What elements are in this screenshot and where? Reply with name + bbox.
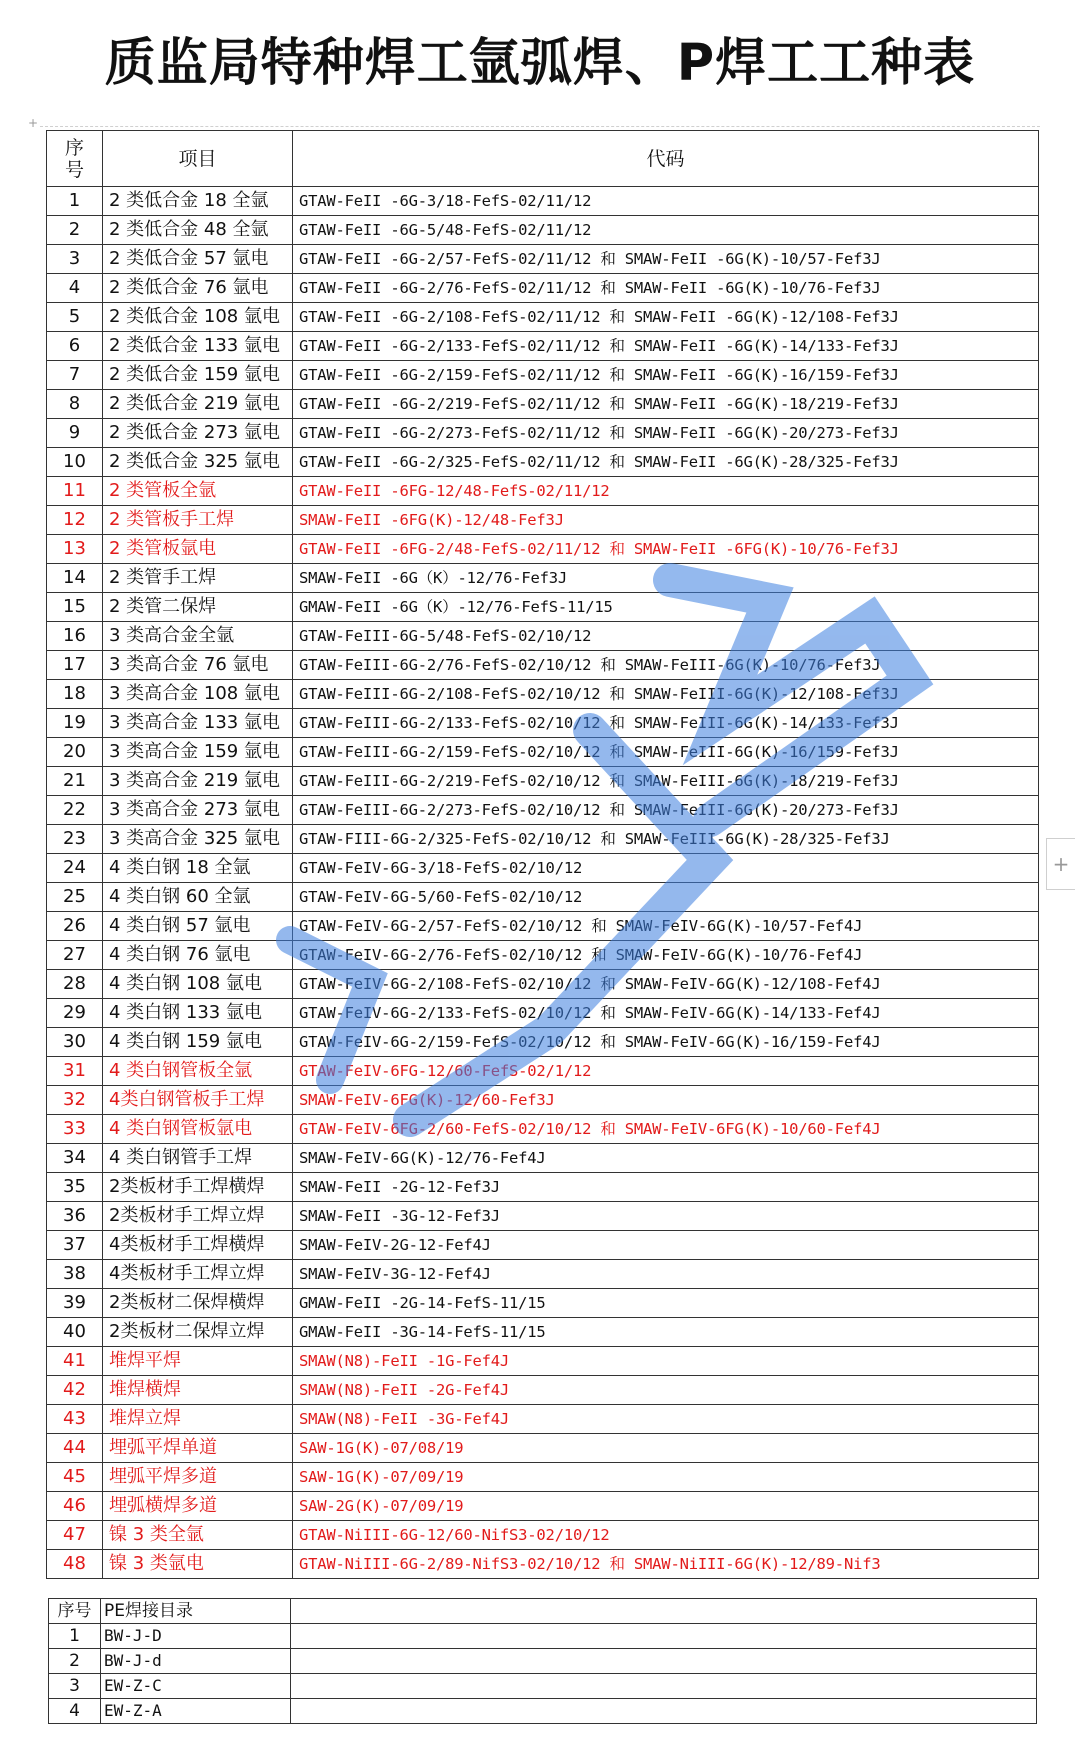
table-row [47,187,1039,216]
table-row [47,796,1039,825]
row-code: GTAW-FeIV-6G-3/18-FefS-02/10/12 [293,854,1039,883]
table-row [47,941,1039,970]
row-item: 4类板材手工焊横焊 [103,1231,293,1260]
table-row [47,593,1039,622]
row-index: 45 [47,1463,103,1492]
pe-row-empty [291,1674,1037,1699]
row-code: SMAW(N8)-FeII -3G-Fef4J [293,1405,1039,1434]
table-row [47,1028,1039,1057]
row-code: GTAW-FeIV-6G-2/133-FefS-02/10/12 和 SMAW-FeIV-6G(K)-14/133-Fef4J [293,999,1039,1028]
row-index: 9 [47,419,103,448]
page-break-line [40,126,1040,127]
table-row [47,477,1039,506]
row-index: 15 [47,593,103,622]
table-row [47,332,1039,361]
row-code: GTAW-FeII -6G-2/76-FefS-02/11/12 和 SMAW-FeII -6G(K)-10/76-Fef3J [293,274,1039,303]
row-index: 8 [47,390,103,419]
row-code: GTAW-NiIII-6G-12/60-NifS3-02/10/12 [293,1521,1039,1550]
row-item: 镍 3 类氩电 [103,1550,293,1579]
row-code: SMAW(N8)-FeII -1G-Fef4J [293,1347,1039,1376]
row-item: 堆焊横焊 [103,1376,293,1405]
row-index: 48 [47,1550,103,1579]
row-item: 2 类管板手工焊 [103,506,293,535]
row-index: 20 [47,738,103,767]
row-index: 12 [47,506,103,535]
row-item: 2 类管板全氩 [103,477,293,506]
pe-header-empty [291,1599,1037,1624]
table-row [47,1144,1039,1173]
row-index: 27 [47,941,103,970]
row-code: GTAW-FeIII-6G-2/219-FefS-02/10/12 和 SMAW-FeIII-6G(K)-18/219-Fef3J [293,767,1039,796]
row-index: 36 [47,1202,103,1231]
pe-row-empty [291,1624,1037,1649]
row-code: GTAW-FeIV-6G-2/159-FefS-02/10/12 和 SMAW-FeIV-6G(K)-16/159-Fef4J [293,1028,1039,1057]
row-item: 镍 3 类全氩 [103,1521,293,1550]
row-code: GTAW-FeIV-6G-5/60-FefS-02/10/12 [293,883,1039,912]
table-row [47,1550,1039,1579]
table-row [47,999,1039,1028]
row-item: 4 类白钢 57 氩电 [103,912,293,941]
table-row [47,883,1039,912]
table-row [47,1086,1039,1115]
table-row [47,1434,1039,1463]
row-code: SAW-2G(K)-07/09/19 [293,1492,1039,1521]
header-code: 代码 [293,131,1039,187]
row-item: 2 类低合金 108 氩电 [103,303,293,332]
row-index: 25 [47,883,103,912]
table-header-row [47,131,1039,187]
row-code: GTAW-FeII -6G-2/108-FefS-02/11/12 和 SMAW-FeII -6G(K)-12/108-Fef3J [293,303,1039,332]
row-item: 3 类高合金全氩 [103,622,293,651]
row-index: 31 [47,1057,103,1086]
row-index: 5 [47,303,103,332]
row-item: 3 类高合金 76 氩电 [103,651,293,680]
table-row [47,419,1039,448]
side-plus-button[interactable] [1046,838,1075,890]
row-item: 4类板材手工焊立焊 [103,1260,293,1289]
row-code: GTAW-FeIV-6FG-12/60-FefS-02/1/12 [293,1057,1039,1086]
row-index: 18 [47,680,103,709]
row-code: GTAW-NiIII-6G-2/89-NifS3-02/10/12 和 SMAW-NiIII-6G(K)-12/89-Nif3 [293,1550,1039,1579]
row-index: 2 [47,216,103,245]
row-index: 4 [47,274,103,303]
table-row [47,1202,1039,1231]
row-code: GTAW-FeII -6FG-2/48-FefS-02/11/12 和 SMAW-FeII -6FG(K)-10/76-Fef3J [293,535,1039,564]
table-row [47,216,1039,245]
row-index: 46 [47,1492,103,1521]
table-row [47,1289,1039,1318]
row-item: 2 类低合金 273 氩电 [103,419,293,448]
pe-table-body [49,1599,1037,1724]
row-code: GTAW-FeII -6G-2/159-FefS-02/11/12 和 SMAW-FeII -6G(K)-16/159-Fef3J [293,361,1039,390]
pe-row [49,1674,1037,1699]
table-row [47,361,1039,390]
pe-row [49,1649,1037,1674]
row-code: GTAW-FeII -6G-5/48-FefS-02/11/12 [293,216,1039,245]
plus-icon: + [1052,852,1070,876]
row-index: 17 [47,651,103,680]
row-item: 4 类白钢管手工焊 [103,1144,293,1173]
row-code: GTAW-FIII-6G-2/325-FefS-02/10/12 和 SMAW-FeIII-6G(K)-28/325-Fef3J [293,825,1039,854]
table-row [47,651,1039,680]
row-code: SAW-1G(K)-07/08/19 [293,1434,1039,1463]
row-index: 22 [47,796,103,825]
row-item: 2类板材手工焊立焊 [103,1202,293,1231]
pe-welding-table [48,1598,1037,1724]
row-index: 40 [47,1318,103,1347]
table-row [47,1405,1039,1434]
row-code: GTAW-FeIV-6G-2/108-FefS-02/10/12 和 SMAW-FeIV-6G(K)-12/108-Fef4J [293,970,1039,999]
row-item: 2 类低合金 76 氩电 [103,274,293,303]
row-code: GTAW-FeIII-6G-2/159-FefS-02/10/12 和 SMAW-FeIII-6G(K)-16/159-Fef3J [293,738,1039,767]
row-item: 2 类低合金 219 氩电 [103,390,293,419]
row-index: 34 [47,1144,103,1173]
row-index: 39 [47,1289,103,1318]
pe-header-row [49,1599,1037,1624]
table-row [47,506,1039,535]
row-index: 43 [47,1405,103,1434]
table-row [47,390,1039,419]
row-item: 4 类白钢管板全氩 [103,1057,293,1086]
row-item: 2 类低合金 48 全氩 [103,216,293,245]
row-index: 23 [47,825,103,854]
row-index: 33 [47,1115,103,1144]
row-item: 4 类白钢 18 全氩 [103,854,293,883]
row-item: 2类板材二保焊立焊 [103,1318,293,1347]
row-item: 3 类高合金 325 氩电 [103,825,293,854]
row-index: 37 [47,1231,103,1260]
row-code: GTAW-FeIII-6G-2/133-FefS-02/10/12 和 SMAW-FeIII-6G(K)-14/133-Fef3J [293,709,1039,738]
row-code: GMAW-FeII -2G-14-FefS-11/15 [293,1289,1039,1318]
row-item: 2 类低合金 159 氩电 [103,361,293,390]
pe-row-code: EW-Z-C [101,1674,291,1699]
pe-row-index: 4 [49,1699,101,1724]
row-code: SMAW-FeII -3G-12-Fef3J [293,1202,1039,1231]
row-index: 1 [47,187,103,216]
row-code: GTAW-FeII -6G-2/133-FefS-02/11/12 和 SMAW-FeII -6G(K)-14/133-Fef3J [293,332,1039,361]
row-index: 6 [47,332,103,361]
row-code: SMAW-FeIV-6FG(K)-12/60-Fef3J [293,1086,1039,1115]
row-item: 4 类白钢 133 氩电 [103,999,293,1028]
row-index: 10 [47,448,103,477]
row-code: SAW-1G(K)-07/09/19 [293,1463,1039,1492]
row-item: 埋弧平焊多道 [103,1463,293,1492]
row-code: GTAW-FeIII-6G-5/48-FefS-02/10/12 [293,622,1039,651]
row-item: 3 类高合金 108 氩电 [103,680,293,709]
row-item: 3 类高合金 273 氩电 [103,796,293,825]
row-code: GTAW-FeII -6G-2/325-FefS-02/11/12 和 SMAW-FeII -6G(K)-28/325-Fef3J [293,448,1039,477]
row-code: GTAW-FeIV-6G-2/76-FefS-02/10/12 和 SMAW-FeIV-6G(K)-10/76-Fef4J [293,941,1039,970]
pe-row-index: 1 [49,1624,101,1649]
row-code: GTAW-FeIII-6G-2/76-FefS-02/10/12 和 SMAW-FeIII-6G(K)-10/76-Fef3J [293,651,1039,680]
table-row [47,622,1039,651]
row-item: 4 类白钢 159 氩电 [103,1028,293,1057]
row-index: 19 [47,709,103,738]
table-row [47,1376,1039,1405]
row-index: 41 [47,1347,103,1376]
table-row [47,1115,1039,1144]
table-row [47,1260,1039,1289]
row-item: 2 类管二保焊 [103,593,293,622]
table-body [47,187,1039,1579]
row-item: 3 类高合金 159 氩电 [103,738,293,767]
row-index: 7 [47,361,103,390]
row-item: 堆焊平焊 [103,1347,293,1376]
pe-row-empty [291,1649,1037,1674]
row-code: GMAW-FeII -6G（K）-12/76-FefS-11/15 [293,593,1039,622]
page-title: 质监局特种焊工氩弧焊、P焊工工种表 [104,34,976,93]
table-row [47,245,1039,274]
row-code: SMAW(N8)-FeII -2G-Fef4J [293,1376,1039,1405]
row-index: 11 [47,477,103,506]
row-code: GTAW-FeII -6G-2/273-FefS-02/11/12 和 SMAW-FeII -6G(K)-20/273-Fef3J [293,419,1039,448]
table-row [47,825,1039,854]
row-item: 4 类白钢管板氩电 [103,1115,293,1144]
row-code: GTAW-FeIV-6FG-2/60-FefS-02/10/12 和 SMAW-FeIV-6FG(K)-10/60-Fef4J [293,1115,1039,1144]
pe-row [49,1699,1037,1724]
table-row [47,1231,1039,1260]
row-index: 44 [47,1434,103,1463]
table-row [47,854,1039,883]
row-index: 3 [47,245,103,274]
row-code: SMAW-FeIV-2G-12-Fef4J [293,1231,1039,1260]
table-row [47,535,1039,564]
pe-row-index: 2 [49,1649,101,1674]
table-row [47,1521,1039,1550]
row-item: 4 类白钢 60 全氩 [103,883,293,912]
row-code: SMAW-FeII -6FG(K)-12/48-Fef3J [293,506,1039,535]
row-code: GTAW-FeII -6G-2/57-FefS-02/11/12 和 SMAW-FeII -6G(K)-10/57-Fef3J [293,245,1039,274]
row-code: SMAW-FeII -2G-12-Fef3J [293,1173,1039,1202]
table-row [47,1173,1039,1202]
row-item: 2类板材手工焊横焊 [103,1173,293,1202]
row-index: 47 [47,1521,103,1550]
table-row [47,1318,1039,1347]
row-item: 堆焊立焊 [103,1405,293,1434]
table-row [47,303,1039,332]
row-code: GTAW-FeII -6FG-12/48-FefS-02/11/12 [293,477,1039,506]
welder-type-table [46,130,1039,1579]
row-index: 21 [47,767,103,796]
row-code: GMAW-FeII -3G-14-FefS-11/15 [293,1318,1039,1347]
row-index: 16 [47,622,103,651]
row-index: 30 [47,1028,103,1057]
table-row [47,912,1039,941]
row-item: 4 类白钢 76 氩电 [103,941,293,970]
pe-row [49,1624,1037,1649]
row-index: 13 [47,535,103,564]
table-row [47,680,1039,709]
table-row [47,709,1039,738]
row-item: 3 类高合金 219 氩电 [103,767,293,796]
table-row [47,767,1039,796]
row-index: 14 [47,564,103,593]
pe-row-code: BW-J-d [101,1649,291,1674]
row-item: 2 类低合金 57 氩电 [103,245,293,274]
row-item: 2 类管手工焊 [103,564,293,593]
header-index: 序号 [47,131,103,187]
row-item: 埋弧平焊单道 [103,1434,293,1463]
pe-header-label: PE焊接目录 [101,1599,291,1624]
row-code: GTAW-FeIII-6G-2/273-FefS-02/10/12 和 SMAW-FeIII-6G(K)-20/273-Fef3J [293,796,1039,825]
pe-header-index: 序号 [49,1599,101,1624]
table-row [47,1057,1039,1086]
row-code: GTAW-FeII -6G-3/18-FefS-02/11/12 [293,187,1039,216]
row-code: GTAW-FeIV-6G-2/57-FefS-02/10/12 和 SMAW-FeIV-6G(K)-10/57-Fef4J [293,912,1039,941]
row-index: 42 [47,1376,103,1405]
row-index: 29 [47,999,103,1028]
table-row [47,1463,1039,1492]
row-code: GTAW-FeII -6G-2/219-FefS-02/11/12 和 SMAW-FeII -6G(K)-18/219-Fef3J [293,390,1039,419]
table-row [47,1347,1039,1376]
row-item: 2类板材二保焊横焊 [103,1289,293,1318]
row-item: 2 类低合金 325 氩电 [103,448,293,477]
table-row [47,1492,1039,1521]
row-index: 32 [47,1086,103,1115]
row-item: 4 类白钢 108 氩电 [103,970,293,999]
table-row [47,274,1039,303]
pe-row-index: 3 [49,1674,101,1699]
pe-row-code: EW-Z-A [101,1699,291,1724]
table-row [47,564,1039,593]
row-code: SMAW-FeII -6G（K）-12/76-Fef3J [293,564,1039,593]
table-row [47,738,1039,767]
row-code: GTAW-FeIII-6G-2/108-FefS-02/10/12 和 SMAW-FeIII-6G(K)-12/108-Fef3J [293,680,1039,709]
row-item: 2 类管板氩电 [103,535,293,564]
pe-row-empty [291,1699,1037,1724]
row-index: 28 [47,970,103,999]
header-item: 项目 [103,131,293,187]
row-item: 埋弧横焊多道 [103,1492,293,1521]
row-index: 38 [47,1260,103,1289]
row-code: SMAW-FeIV-3G-12-Fef4J [293,1260,1039,1289]
pe-row-code: BW-J-D [101,1624,291,1649]
row-item: 2 类低合金 18 全氩 [103,187,293,216]
row-item: 4类白钢管板手工焊 [103,1086,293,1115]
row-index: 26 [47,912,103,941]
table-row [47,448,1039,477]
corner-mark: + [28,116,39,130]
table-row [47,970,1039,999]
row-item: 3 类高合金 133 氩电 [103,709,293,738]
row-code: SMAW-FeIV-6G(K)-12/76-Fef4J [293,1144,1039,1173]
row-index: 24 [47,854,103,883]
row-item: 2 类低合金 133 氩电 [103,332,293,361]
row-index: 35 [47,1173,103,1202]
